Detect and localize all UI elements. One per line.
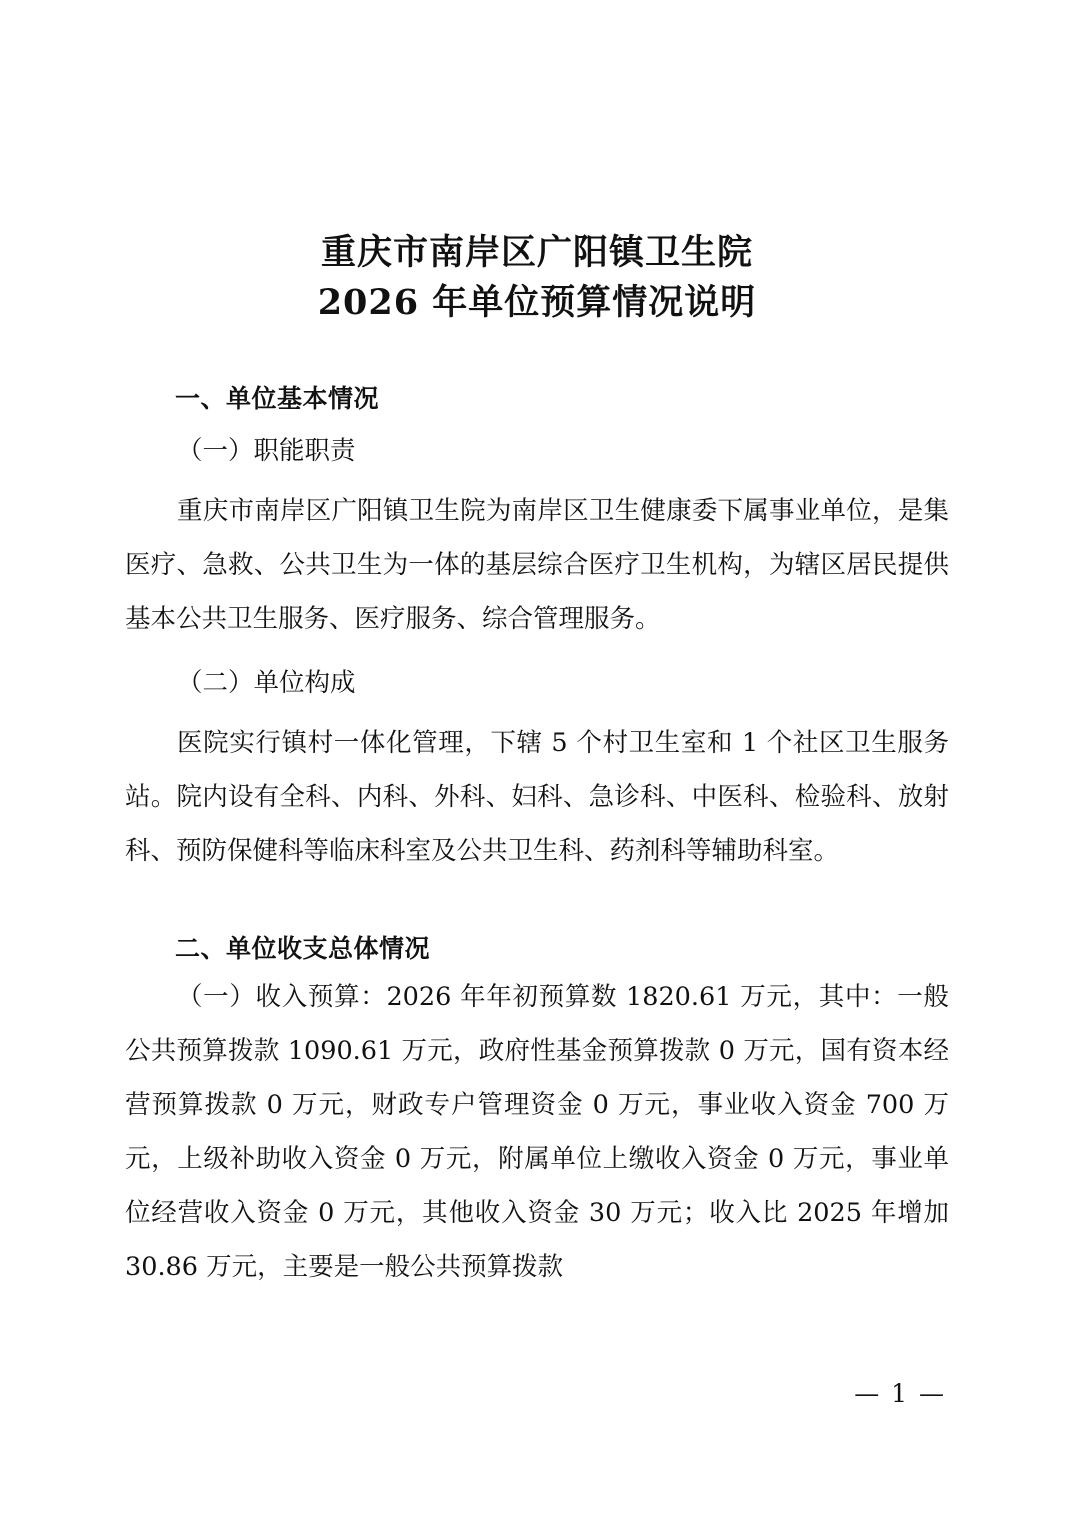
page-title: [125, 228, 949, 328]
page-number: — 1 —: [854, 1379, 946, 1408]
subsection-heading-1-1: （一）职能职责: [177, 436, 356, 466]
paragraph-2-1: （一）收入预算：2026 年年初预算数 1820.61 万元，其中：一般公共预算拨款 1090.61 万元，政府性基金预算拨款 0 万元，国有资本经营预算拨款 0 万元，财政专户管理资金 0 万元，事业收入资金 700 万元，上级补助收入资金 0 万元，附属单位上缴收入资金 0 万元，事业单位经营收入资金 0 万元，其他收入资金 30 万元；收入比 2025 年增加 30.86 万元，主要是一般公共预算拨款: [125, 982, 949, 1282]
document-body: [125, 0, 949, 1294]
subsection-heading-1-2: （二）单位构成: [177, 668, 356, 698]
section-heading-2: 二、单位收支总体情况: [175, 934, 431, 963]
title-line-1: 重庆市南岸区广阳镇卫生院: [320, 232, 753, 273]
title-line-2: 2026 年单位预算情况说明: [317, 282, 757, 323]
paragraph-1-2: 医院实行镇村一体化管理，下辖 5 个村卫生室和 1 个社区卫生服务站。院内设有全科、内科、外科、妇科、急诊科、中医科、检验科、放射科、预防保健科等临床科室及公共卫生科、药剂科等辅助科室。: [125, 728, 949, 866]
paragraph-1-1: 重庆市南岸区广阳镇卫生院为南岸区卫生健康委下属事业单位，是集医疗、急救、公共卫生为一体的基层综合医疗卫生机构，为辖区居民提供基本公共卫生服务、医疗服务、综合管理服务。: [125, 496, 949, 634]
section-heading-1: 一、单位基本情况: [175, 384, 380, 413]
